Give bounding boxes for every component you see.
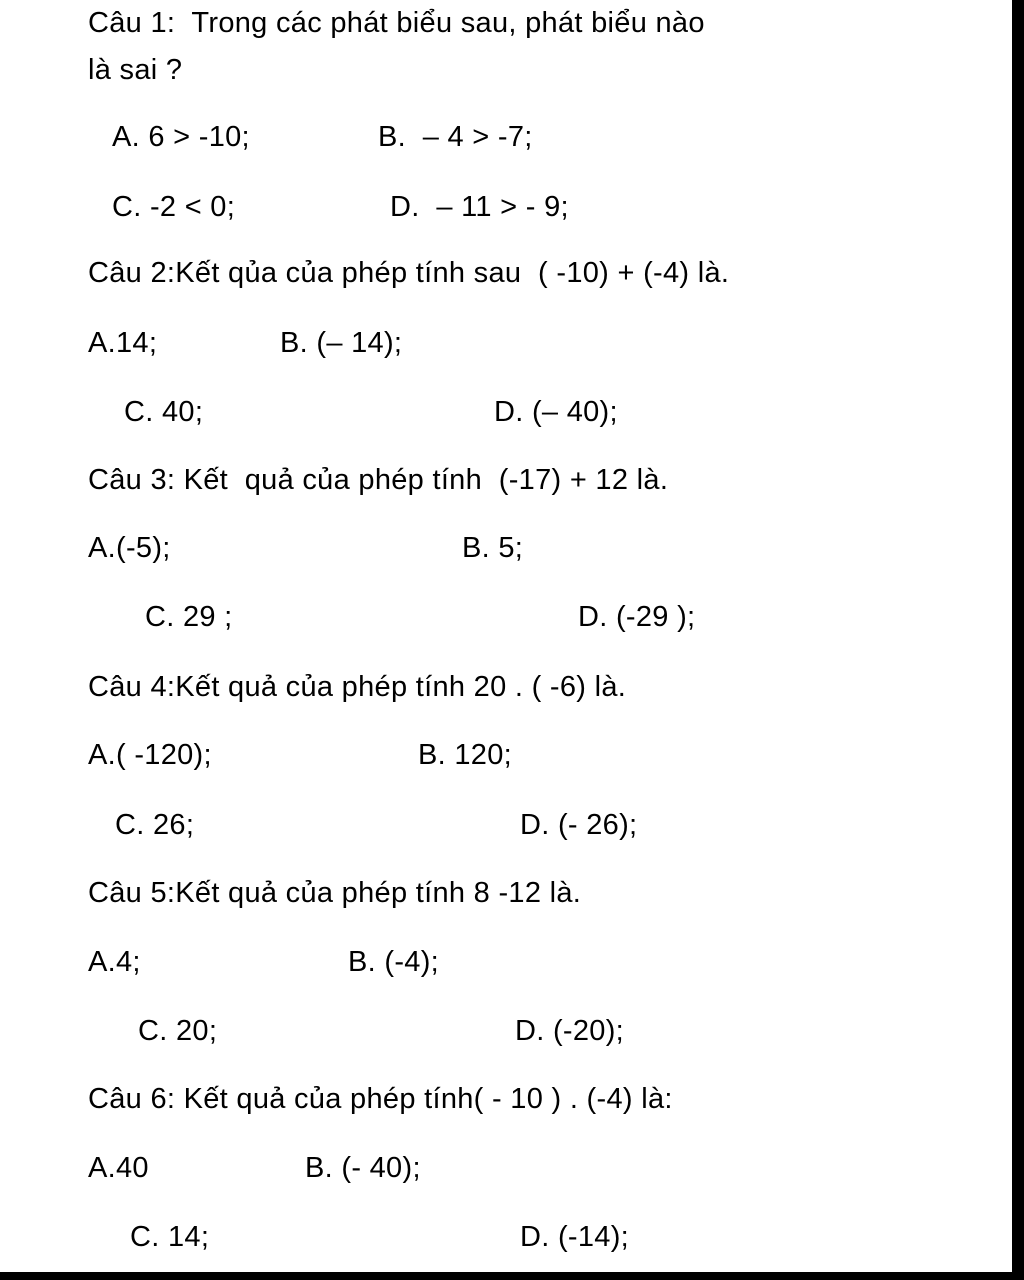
question-3-option-d: D. (-29 ); bbox=[578, 601, 696, 633]
question-4-prompt-line-1: Câu 4:Kết quả của phép tính 20 . ( -6) là. bbox=[88, 671, 627, 703]
question-6-prompt-line-1: Câu 6: Kết quả của phép tính( - 10 ) . (-4) là: bbox=[88, 1083, 673, 1115]
question-6-option-c: C. 14; bbox=[130, 1221, 210, 1253]
question-1-prompt-line-1: Câu 1: Trong các phát biểu sau, phát biểu nào bbox=[88, 7, 705, 39]
question-4-option-d: D. (- 26); bbox=[520, 809, 638, 841]
question-6-option-d: D. (-14); bbox=[520, 1221, 630, 1253]
question-5-option-a: A.4; bbox=[88, 946, 141, 978]
question-2-prompt-line-1: Câu 2:Kết qủa của phép tính sau ( -10) + (-4) là. bbox=[88, 257, 730, 289]
right-edge-bar bbox=[1012, 0, 1024, 1280]
question-3-option-a: A.(-5); bbox=[88, 532, 171, 564]
question-5-option-c: C. 20; bbox=[138, 1015, 218, 1047]
question-2-option-c: C. 40; bbox=[124, 396, 204, 428]
question-5-prompt-line-1: Câu 5:Kết quả của phép tính 8 -12 là. bbox=[88, 877, 582, 909]
question-1-option-d: D. – 11 > - 9; bbox=[390, 191, 569, 223]
bottom-edge-bar bbox=[0, 1272, 1024, 1280]
question-2-option-a: A.14; bbox=[88, 327, 158, 359]
question-2-option-d: D. (– 40); bbox=[494, 396, 618, 428]
question-3-option-b: B. 5; bbox=[462, 532, 524, 564]
question-5-option-b: B. (-4); bbox=[348, 946, 440, 978]
question-3-option-c: C. 29 ; bbox=[145, 601, 233, 633]
question-4-option-a: A.( -120); bbox=[88, 739, 212, 771]
question-1-option-b: B. – 4 > -7; bbox=[378, 121, 533, 153]
question-1-option-a: A. 6 > -10; bbox=[112, 121, 250, 153]
question-1-prompt-line-2: là sai ? bbox=[88, 54, 183, 86]
question-6-option-b: B. (- 40); bbox=[305, 1152, 421, 1184]
question-2-option-b: B. (– 14); bbox=[280, 327, 403, 359]
question-5-option-d: D. (-20); bbox=[515, 1015, 625, 1047]
question-1-option-c: C. -2 < 0; bbox=[112, 191, 236, 223]
question-3-prompt-line-1: Câu 3: Kết quả của phép tính (-17) + 12 là. bbox=[88, 464, 669, 496]
question-4-option-b: B. 120; bbox=[418, 739, 512, 771]
question-4-option-c: C. 26; bbox=[115, 809, 195, 841]
question-6-option-a: A.40 bbox=[88, 1152, 149, 1184]
